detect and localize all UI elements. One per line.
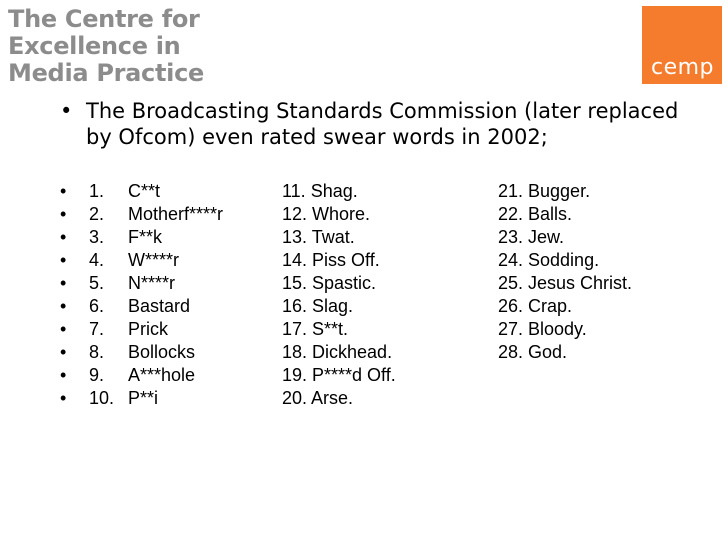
item-column-3: 25. Jesus Christ. <box>498 273 633 293</box>
item-number: 8. <box>89 342 105 362</box>
item-column-2: 14. Piss Off. <box>282 250 380 270</box>
bullet-icon: • <box>60 273 67 293</box>
item-column-2: 16. Slag. <box>282 296 354 316</box>
list-item <box>60 249 680 272</box>
bullet-icon: • <box>60 296 67 316</box>
item-word: N****r <box>128 273 176 293</box>
item-column-2: 19. P****d Off. <box>282 365 396 385</box>
item-column-2: 12. Whore. <box>282 204 371 224</box>
item-word: Bastard <box>128 296 191 316</box>
item-number: 4. <box>89 250 105 270</box>
organization-title <box>8 6 204 87</box>
item-word: W****r <box>128 250 180 270</box>
item-word: Motherf****r <box>128 204 224 224</box>
list-item <box>60 272 680 295</box>
item-number: 3. <box>89 227 105 247</box>
item-word: C**t <box>128 181 161 201</box>
item-number: 7. <box>89 319 105 339</box>
item-word: F**k <box>128 227 163 247</box>
title-line: Excellence in <box>8 32 181 60</box>
item-column-3: 22. Balls. <box>498 204 573 224</box>
item-number: 6. <box>89 296 105 316</box>
item-number: 2. <box>89 204 105 224</box>
list-item <box>60 180 680 203</box>
bullet-icon: • <box>60 388 67 408</box>
list-item <box>60 341 680 364</box>
item-column-3: 23. Jew. <box>498 227 565 247</box>
item-column-3: 27. Bloody. <box>498 319 587 339</box>
ranked-word-list <box>60 180 680 410</box>
item-column-3: 26. Crap. <box>498 296 573 316</box>
logo-text: cemp <box>650 55 714 80</box>
cemp-logo <box>642 6 722 84</box>
bullet-icon: • <box>60 227 67 247</box>
item-word: P**i <box>128 388 159 408</box>
item-column-2: 17. S**t. <box>282 319 349 339</box>
lead-bullet-item <box>60 98 680 150</box>
item-number: 9. <box>89 365 105 385</box>
item-column-2: 13. Twat. <box>282 227 355 247</box>
item-column-2: 11. Shag. <box>282 181 358 201</box>
list-item <box>60 203 680 226</box>
bullet-icon: • <box>60 204 67 224</box>
item-column-3: 24. Sodding. <box>498 250 600 270</box>
item-word: A***hole <box>128 365 196 385</box>
lead-text: The Broadcasting Standards Commission (later replaced by Ofcom) even rated swear words in 2002; <box>86 99 679 149</box>
item-word: Prick <box>128 319 168 339</box>
item-word: Bollocks <box>128 342 196 362</box>
item-number: 10. <box>89 388 115 408</box>
bullet-icon: • <box>60 250 67 270</box>
list-item <box>60 364 680 387</box>
item-column-2: 18. Dickhead. <box>282 342 393 362</box>
item-column-3: 21. Bugger. <box>498 181 591 201</box>
item-column-2: 20. Arse. <box>282 388 354 408</box>
item-column-2: 15. Spastic. <box>282 273 377 293</box>
list-item <box>60 387 680 410</box>
item-number: 1. <box>89 181 105 201</box>
bullet-icon: • <box>60 365 67 385</box>
bullet-icon: • <box>60 99 73 123</box>
item-number: 5. <box>89 273 105 293</box>
list-item <box>60 295 680 318</box>
bullet-icon: • <box>60 319 67 339</box>
title-line: The Centre for <box>8 5 200 33</box>
item-column-3: 28. God. <box>498 342 568 362</box>
bullet-icon: • <box>60 181 67 201</box>
list-item <box>60 318 680 341</box>
list-item <box>60 226 680 249</box>
title-line: Media Practice <box>8 59 204 87</box>
bullet-icon: • <box>60 342 67 362</box>
